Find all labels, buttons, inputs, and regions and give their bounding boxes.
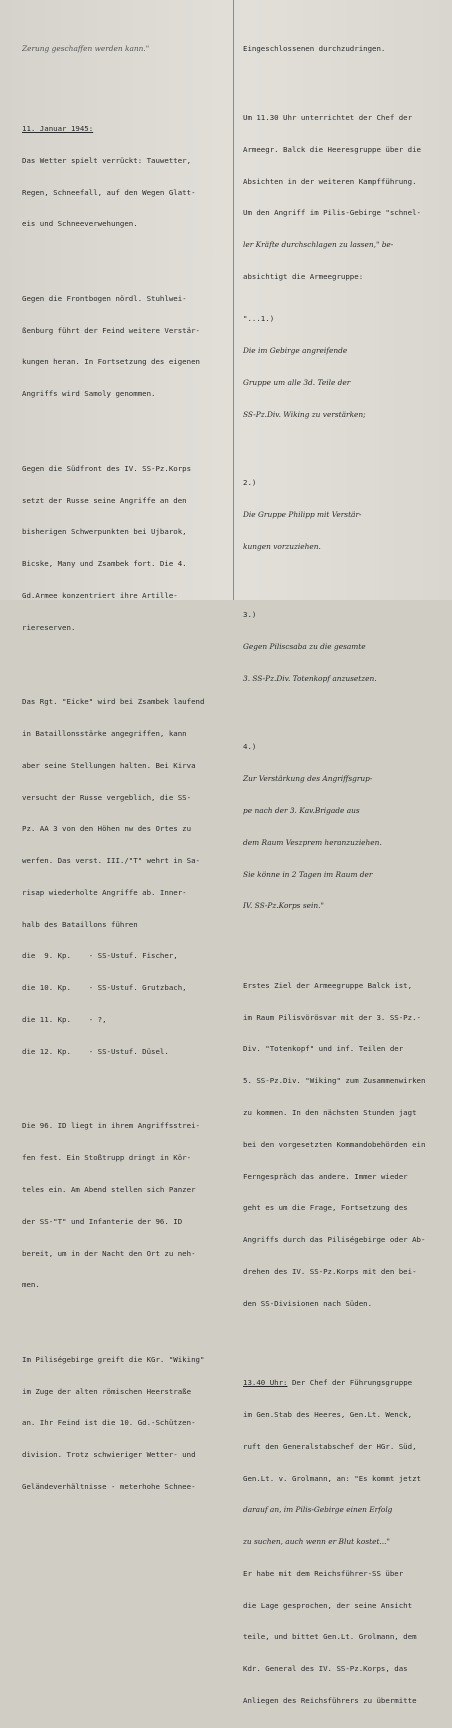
text-line: Um den Angriff im Pilis-Gebirge "schnel- <box>243 208 421 218</box>
text-line: Gen.Lt. v. Grolmann, an: "Es kommt jetzt <box>243 1473 421 1483</box>
text-line: Die 96. ID liegt in ihrem Angriffsstrei- <box>22 1121 200 1131</box>
text-line: Absichten in der weiteren Kampfführung. <box>243 176 417 186</box>
left-column <box>22 0 224 1491</box>
text-line: fen fest. Ein Stoßtrupp dringt in Kör- <box>22 1153 192 1163</box>
order-number: "...1.) <box>243 314 275 324</box>
order-number: 2.) <box>243 478 257 488</box>
text-line: Angriffs durch das Piliségebirge oder Ab- <box>243 1235 426 1245</box>
text-line: Angriffs wird Samoly genommen. <box>22 389 156 399</box>
order-line: Gruppe um alle 3d. Teile der <box>243 377 351 387</box>
text-line: Er habe mit dem Reichsführer-SS über <box>243 1568 404 1578</box>
text-line: Pz. AA 3 von den Höhen nw des Ortes zu <box>22 824 192 834</box>
text-line: geht es um die Frage, Fortsetzung des <box>243 1203 408 1213</box>
order-line: pe nach der 3. Kav.Brigade aus <box>243 805 360 815</box>
text-line: riereserven. <box>22 622 76 632</box>
text-line: setzt der Russe seine Angriffe an den <box>22 495 187 505</box>
order-line: Sie könne in 2 Tagen im Raum der <box>243 869 373 879</box>
text-line: Geländeverhältnisse - meterhohe Schnee- <box>22 1481 196 1491</box>
text-line: absichtigt die Armeegruppe: <box>243 271 364 281</box>
order-line: Gegen Piliscsaba zu die gesamte <box>243 642 366 652</box>
text-line: Erstes Ziel der Armeegruppe Balck ist, <box>243 980 413 990</box>
text-line: im Raum Pilisvörösvar mit der 3. SS-Pz.- <box>243 1012 421 1022</box>
text-line: Kdr. General des IV. SS-Pz.Korps, das <box>243 1664 408 1674</box>
text-line: Ferngespräch das andere. Immer wieder <box>243 1171 408 1181</box>
company-leader-row: die 12. Kp. - SS-Ustuf. Düsel. <box>22 1046 169 1056</box>
right-column <box>243 0 445 1706</box>
company-leader-row: die 11. Kp. - ?, <box>22 1015 107 1025</box>
time-entry-line <box>243 1378 445 1389</box>
order-number: 3.) <box>243 610 257 620</box>
text-line: eis und Schneeverwehungen. <box>22 219 138 229</box>
order-line: IV. SS-Pz.Korps sein." <box>243 901 324 911</box>
order-line: Zur Verstärkung des Angriffsgrup- <box>243 774 373 784</box>
text-line: kungen heran. In Fortsetzung des eigenen <box>22 357 200 367</box>
text-line: an. Ihr Feind ist die 10. Gd.-Schützen- <box>22 1418 196 1428</box>
text-line: Anliegen des Reichsführers zu übermitte <box>243 1696 417 1706</box>
text-line: men. <box>22 1280 40 1290</box>
text-line: 5. SS-Pz.Div. "Wiking" zum Zusammenwirken <box>243 1076 426 1086</box>
text-line: die Lage gesprochen, der seine Ansicht <box>243 1600 413 1610</box>
order-line: SS-Pz.Div. Wiking zu verstärken; <box>243 409 366 419</box>
text-line: bisherigen Schwerpunkten bei Ujbarok, <box>22 527 187 537</box>
text-line: im Zuge der alten römischen Heerstraße <box>22 1386 192 1396</box>
text-line: aber seine Stellungen halten. Bei Kirva <box>22 760 196 770</box>
text-line: bereit, um in der Nacht den Ort zu neh- <box>22 1248 196 1258</box>
text-line: Div. "Totenkopf" und inf. Teilen der <box>243 1044 404 1054</box>
text-line: Armeegr. Balck die Heeresgruppe über die <box>243 144 421 154</box>
text-line: Das Rgt. "Eicke" wird bei Zsambek laufend <box>22 697 205 707</box>
column-divider <box>233 0 234 600</box>
text-line: zu kommen. In den nächsten Stunden jagt <box>243 1107 417 1117</box>
quoted-line: zu suchen, auch wenn er Blut kostet..." <box>243 1537 390 1547</box>
text-line: werfen. Das verst. III./"T" wehrt in Sa- <box>22 856 200 866</box>
text-line: im Gen.Stab des Heeres, Gen.Lt. Wenck, <box>243 1410 413 1419</box>
text-line: division. Trotz schwieriger Wetter- und <box>22 1450 196 1460</box>
time-heading: 13.40 Uhr: <box>243 1378 288 1388</box>
text-line: Im Piliségebirge greift die KGr. "Wiking" <box>22 1354 205 1364</box>
text-line: Regen, Schneefall, auf den Wegen Glatt- <box>22 187 196 197</box>
text-line: der SS-"T" und Infanterie der 96. ID <box>22 1216 183 1226</box>
text-line: Bicske, Many und Zsambek fort. Die 4. <box>22 559 187 569</box>
date-heading: 11. Januar 1945: <box>22 123 94 133</box>
company-leader-row: die 9. Kp. - SS-Ustuf. Fischer, <box>22 951 178 961</box>
text-line: ßenburg führt der Feind weitere Verstär- <box>22 325 200 335</box>
text-line: den SS-Divisionen nach Süden. <box>243 1298 373 1308</box>
quoted-line: darauf an, im Pilis-Gebirge einen Erfolg <box>243 1505 393 1515</box>
text-line: Gegen die Südfront des IV. SS-Pz.Korps <box>22 463 192 473</box>
text-line: Um 11.30 Uhr unterrichtet der Chef der <box>243 112 413 122</box>
text-line: Der Chef der Führungsgruppe <box>287 1378 413 1388</box>
order-line: dem Raum Veszprem heranzuziehen. <box>243 837 382 847</box>
text-line: risap wiederholte Angriffe ab. Inner- <box>22 887 187 897</box>
text-line: ruft den Generalstabschef der HGr. Süd, <box>243 1441 417 1451</box>
text-line: teile, und bittet Gen.Lt. Grolmann, dem <box>243 1632 417 1642</box>
company-leader-row: die 10. Kp. - SS-Ustuf. Grutzbach, <box>22 983 187 993</box>
quoted-line: ler Kräfte durchschlagen zu lassen," be- <box>243 240 394 250</box>
text-line: halb des Bataillons führen <box>22 919 138 929</box>
carry-over-line: Eingeschlossenen durchzudringen. <box>243 44 386 54</box>
text-line: Gd.Armee konzentriert ihre Artille- <box>22 590 178 600</box>
text-line: versucht der Russe vergeblich, die SS- <box>22 792 192 802</box>
order-line: Die Gruppe Philipp mit Verstär- <box>243 509 362 519</box>
order-line: Die im Gebirge angreifende <box>243 346 348 355</box>
text-line: drehen des IV. SS-Pz.Korps mit den bei- <box>243 1266 417 1276</box>
text-line: bei den vorgesetzten Kommandobehörden ein <box>243 1139 426 1149</box>
order-number: 4.) <box>243 742 257 752</box>
text-line: Das Wetter spielt verrückt: Tauwetter, <box>22 155 192 165</box>
order-line: kungen vorzuziehen. <box>243 541 321 551</box>
carry-over-line: Zerung geschaffen werden kann." <box>22 44 150 54</box>
order-line: 3. SS-Pz.Div. Totenkopf anzusetzen. <box>243 673 377 683</box>
text-line: Gegen die Frontbogen nördl. Stuhlwei- <box>22 293 187 303</box>
text-line: in Bataillonsstärke angegriffen, kann <box>22 729 187 738</box>
text-line: teles ein. Am Abend stellen sich Panzer <box>22 1184 196 1194</box>
